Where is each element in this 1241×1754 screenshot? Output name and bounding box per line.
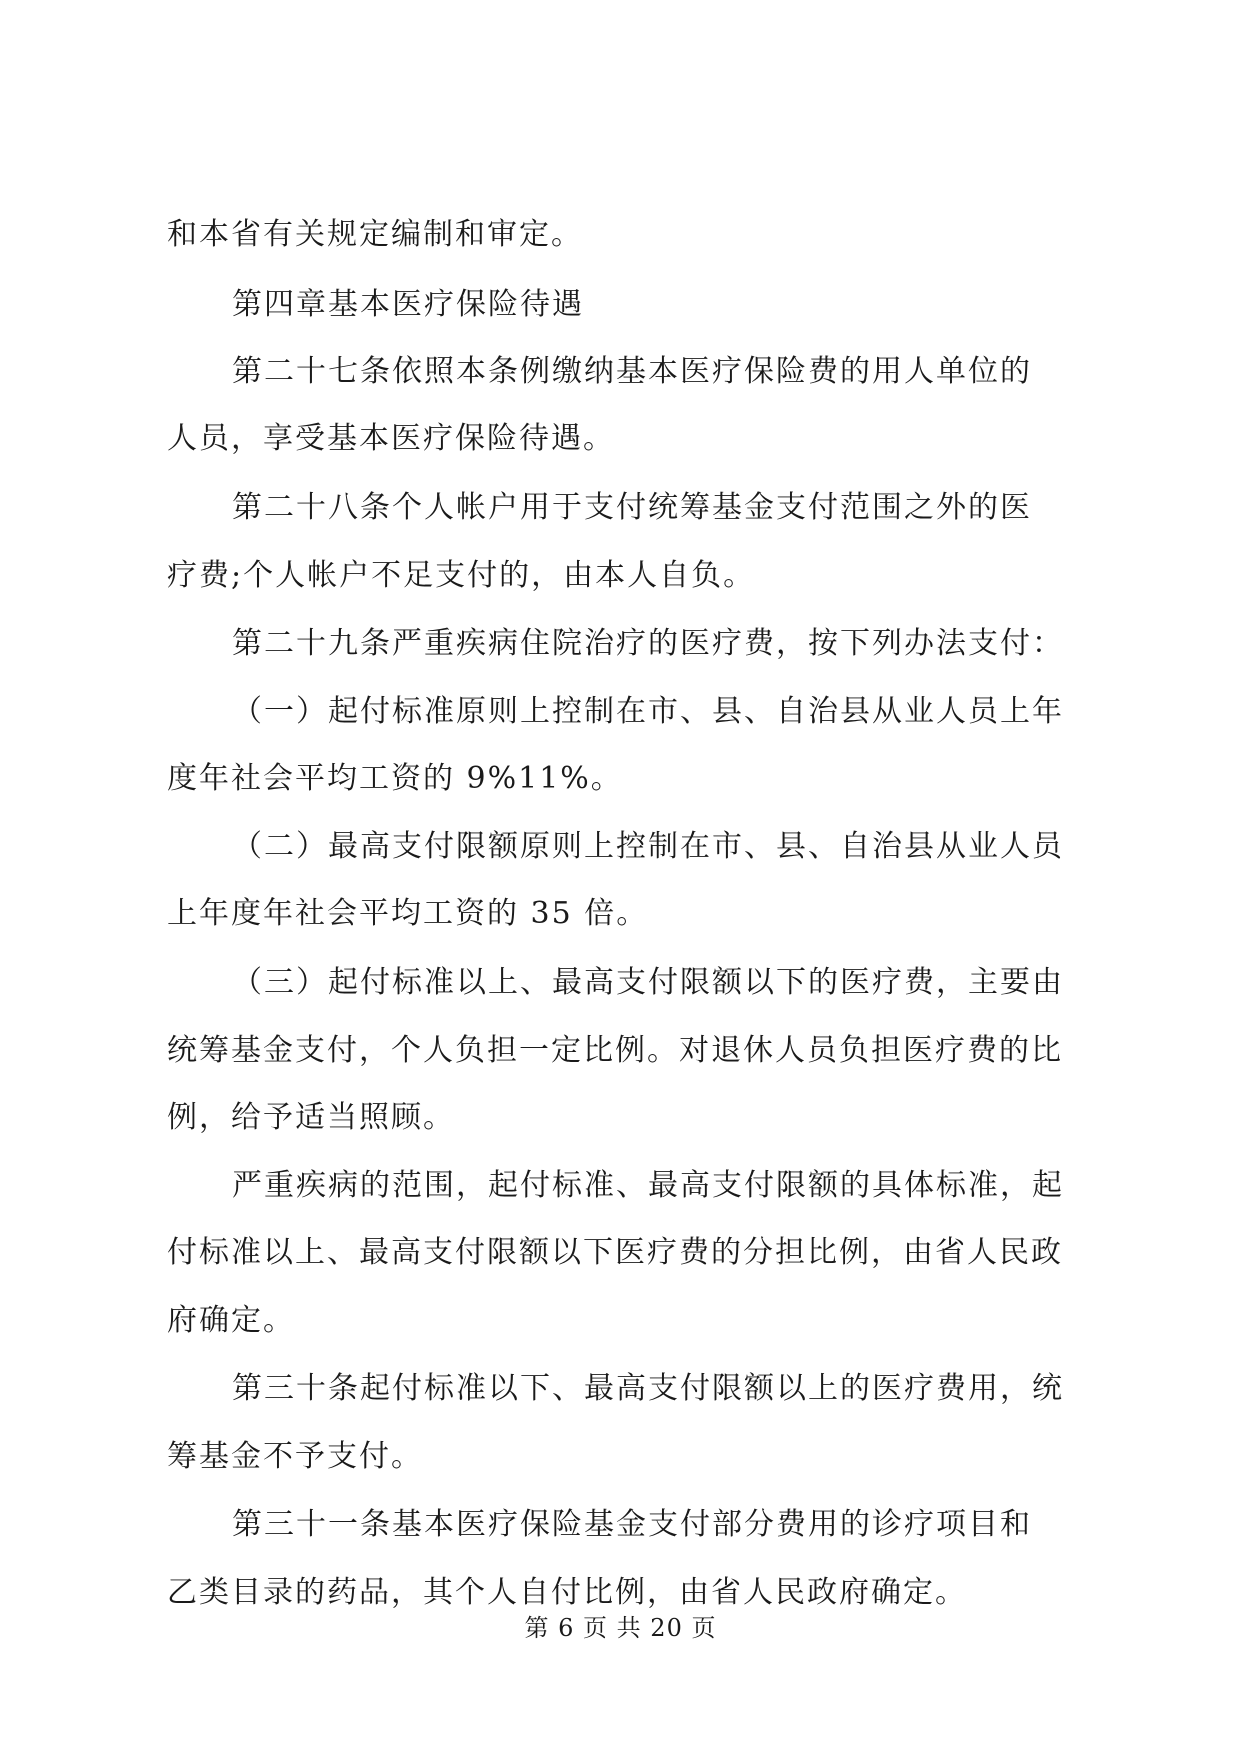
text-line: 和本省有关规定编制和审定。 [167, 217, 583, 252]
text-line: 例，给予适当照顾。 [167, 1100, 455, 1135]
text-line: （一）起付标准原则上控制在市、县、自治县从业人员上年 [232, 694, 1064, 729]
text-line: 统筹基金支付，个人负担一定比例。对退休人员负担医疗费的比 [167, 1033, 1063, 1068]
text-line: 第二十八条个人帐户用于支付统筹基金支付范围之外的医 [232, 490, 1032, 525]
text-line: 第三十条起付标准以下、最高支付限额以上的医疗费用，统 [232, 1371, 1064, 1406]
text-line: 人员，享受基本医疗保险待遇。 [167, 421, 615, 456]
text-line: 第二十九条严重疾病住院治疗的医疗费，按下列办法支付： [232, 626, 1064, 661]
text-line: 付标准以上、最高支付限额以下医疗费的分担比例，由省人民政 [167, 1235, 1063, 1270]
text-line: 上年度年社会平均工资的 35 倍。 [167, 896, 649, 931]
text-line: 筹基金不予支付。 [167, 1439, 423, 1474]
text-line: （三）起付标准以上、最高支付限额以下的医疗费，主要由 [232, 965, 1064, 1000]
text-line: （二）最高支付限额原则上控制在市、县、自治县从业人员 [232, 829, 1064, 864]
chapter-heading: 第四章基本医疗保险待遇 [232, 287, 584, 322]
text-line: 疗费;个人帐户不足支付的，由本人自负。 [167, 558, 756, 593]
text-line: 府确定。 [167, 1303, 295, 1338]
text-line: 度年社会平均工资的 9%11%。 [167, 761, 623, 796]
text-line: 乙类目录的药品，其个人自付比例，由省人民政府确定。 [167, 1575, 967, 1610]
text-line: 第二十七条依照本条例缴纳基本医疗保险费的用人单位的 [232, 354, 1032, 389]
text-line: 第三十一条基本医疗保险基金支付部分费用的诊疗项目和 [232, 1507, 1032, 1542]
page-number-footer: 第 6 页 共 20 页 [524, 1614, 717, 1642]
text-line: 严重疾病的范围，起付标准、最高支付限额的具体标准，起 [232, 1168, 1064, 1203]
